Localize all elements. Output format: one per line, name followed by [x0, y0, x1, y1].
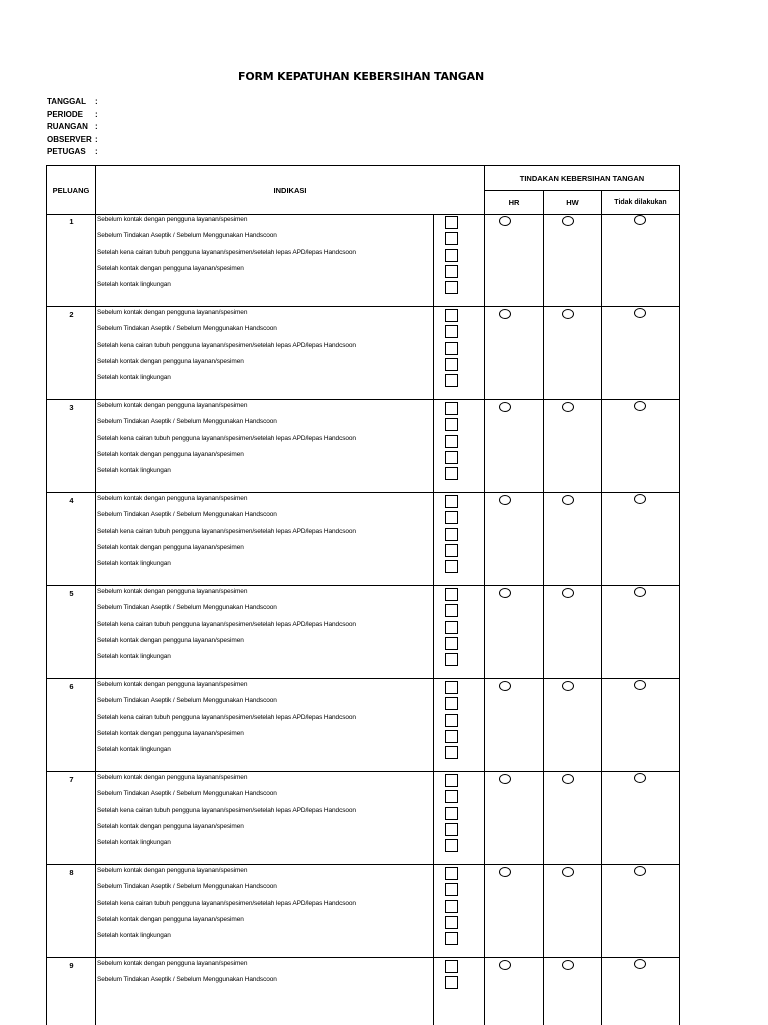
- column-divider: [484, 493, 485, 585]
- hw-option-circle[interactable]: [562, 309, 574, 319]
- indication-checkbox[interactable]: [445, 358, 458, 371]
- meta-colon: :: [95, 122, 98, 131]
- indication-checkbox[interactable]: [445, 714, 458, 727]
- tidak-dilakukan-option-circle[interactable]: [634, 773, 646, 783]
- hr-option-circle[interactable]: [499, 216, 511, 226]
- peluang-number: 1: [69, 217, 74, 226]
- meta-colon: :: [95, 109, 98, 119]
- column-divider: [95, 307, 96, 399]
- meta-colon: :: [95, 147, 98, 156]
- column-divider: [543, 679, 544, 771]
- indication-text: Setelah kontak lingkungan: [97, 932, 171, 940]
- peluang-number: 9: [69, 961, 74, 970]
- column-divider: [543, 214, 544, 306]
- hw-option-circle[interactable]: [562, 495, 574, 505]
- indication-text: Sebelum kontak dengan pengguna layanan/spesimen: [97, 681, 248, 688]
- hw-option-circle[interactable]: [562, 867, 574, 877]
- peluang-number: 7: [69, 775, 74, 784]
- indication-checkbox[interactable]: [445, 560, 458, 573]
- indication-text: Sebelum Tindakan Aseptik / Sebelum Menggunakan Handscoon: [97, 976, 277, 984]
- indication-text: Setelah kontak dengan pengguna layanan/spesimen: [97, 729, 244, 737]
- indication-checkbox[interactable]: [445, 681, 458, 694]
- tidak-dilakukan-option-circle[interactable]: [634, 587, 646, 597]
- indication-checkbox[interactable]: [445, 435, 458, 448]
- indication-checkbox[interactable]: [445, 932, 458, 945]
- column-divider: [95, 400, 96, 492]
- hr-option-circle[interactable]: [499, 495, 511, 505]
- column-divider: [433, 400, 434, 492]
- indication-checkbox[interactable]: [445, 823, 458, 836]
- table-row: [46, 772, 680, 865]
- indication-checkbox[interactable]: [445, 511, 458, 524]
- hw-option-circle[interactable]: [562, 960, 574, 970]
- column-divider: [433, 772, 434, 864]
- table-row: [46, 400, 680, 493]
- indication-checkbox[interactable]: [445, 976, 458, 989]
- column-divider: [484, 400, 485, 492]
- indication-text: Sebelum Tindakan Aseptik / Sebelum Menggunakan Handscoon: [97, 418, 277, 426]
- indication-checkbox[interactable]: [445, 374, 458, 387]
- indication-text: Sebelum kontak dengan pengguna layanan/spesimen: [97, 588, 248, 595]
- indication-checkbox[interactable]: [445, 774, 458, 787]
- hr-option-circle[interactable]: [499, 774, 511, 784]
- column-divider: [484, 586, 485, 678]
- hr-option-circle[interactable]: [499, 960, 511, 970]
- compliance-table: [46, 165, 680, 1025]
- indication-checkbox[interactable]: [445, 544, 458, 557]
- column-divider: [543, 586, 544, 678]
- column-divider: [543, 493, 544, 585]
- column-divider: [484, 958, 485, 1025]
- indication-checkbox[interactable]: [445, 325, 458, 338]
- indication-checkbox[interactable]: [445, 604, 458, 617]
- indication-text: Setelah kontak dengan pengguna layanan/spesimen: [97, 915, 244, 923]
- indication-text: Sebelum Tindakan Aseptik / Sebelum Menggunakan Handscoon: [97, 604, 277, 612]
- tidak-dilakukan-option-circle[interactable]: [634, 680, 646, 690]
- column-divider: [484, 679, 485, 771]
- column-divider: [433, 214, 434, 306]
- meta-row-observer: [47, 134, 101, 147]
- table-row: [46, 865, 680, 958]
- indication-text: Setelah kontak dengan pengguna layanan/spesimen: [97, 822, 244, 830]
- column-divider: [433, 865, 434, 957]
- indication-text: Sebelum kontak dengan pengguna layanan/spesimen: [97, 960, 248, 967]
- indication-text: Setelah kena cairan tubuh pengguna layanan/spesimen/setelah lepas APD/lepas Handcsoon: [97, 434, 356, 442]
- column-divider: [601, 400, 602, 492]
- indication-text: Setelah kontak lingkungan: [97, 653, 171, 661]
- meta-colon: :: [95, 134, 98, 144]
- indication-checkbox[interactable]: [445, 249, 458, 262]
- column-divider: [433, 586, 434, 678]
- indication-text: Sebelum Tindakan Aseptik / Sebelum Menggunakan Handscoon: [97, 790, 277, 798]
- tidak-dilakukan-option-circle[interactable]: [634, 215, 646, 225]
- meta-fields: [47, 96, 101, 159]
- indication-checkbox[interactable]: [445, 730, 458, 743]
- column-divider: [601, 493, 602, 585]
- hr-option-circle[interactable]: [499, 309, 511, 319]
- table-row: [46, 958, 680, 1025]
- indication-checkbox[interactable]: [445, 883, 458, 896]
- indication-list: [97, 401, 356, 482]
- tidak-dilakukan-option-circle[interactable]: [634, 401, 646, 411]
- indication-text: Setelah kena cairan tubuh pengguna layanan/spesimen/setelah lepas APD/lepas Handcsoon: [97, 806, 356, 814]
- indication-checkbox[interactable]: [445, 790, 458, 803]
- peluang-number: 8: [69, 868, 74, 877]
- tidak-dilakukan-option-circle[interactable]: [634, 308, 646, 318]
- column-divider: [433, 307, 434, 399]
- peluang-number: 6: [69, 682, 74, 691]
- indication-text: Setelah kontak dengan pengguna layanan/spesimen: [97, 450, 244, 458]
- indication-text: Sebelum kontak dengan pengguna layanan/spesimen: [97, 309, 248, 316]
- column-divider: [601, 772, 602, 864]
- hw-option-circle[interactable]: [562, 588, 574, 598]
- column-divider: [543, 865, 544, 957]
- column-divider: [95, 493, 96, 585]
- indication-text: Sebelum Tindakan Aseptik / Sebelum Menggunakan Handscoon: [97, 697, 277, 705]
- hw-option-circle[interactable]: [562, 681, 574, 691]
- peluang-number: 2: [69, 310, 74, 319]
- tidak-dilakukan-option-circle[interactable]: [634, 959, 646, 969]
- indication-checkbox[interactable]: [445, 216, 458, 229]
- hr-option-circle[interactable]: [499, 867, 511, 877]
- hw-option-circle[interactable]: [562, 402, 574, 412]
- indication-text: Setelah kontak lingkungan: [97, 746, 171, 754]
- indication-text: Setelah kontak lingkungan: [97, 281, 171, 289]
- indication-text: Sebelum Tindakan Aseptik / Sebelum Menggunakan Handscoon: [97, 325, 277, 333]
- column-divider: [484, 865, 485, 957]
- meta-row-tanggal: [47, 96, 101, 109]
- indication-checkbox[interactable]: [445, 746, 458, 759]
- indication-text: Setelah kontak lingkungan: [97, 839, 171, 847]
- indication-text: Setelah kontak dengan pengguna layanan/spesimen: [97, 264, 244, 272]
- indication-text: Sebelum kontak dengan pengguna layanan/spesimen: [97, 216, 248, 223]
- form-title: FORM KEPATUHAN KEBERSIHAN TANGAN: [238, 70, 484, 83]
- indication-list: [97, 773, 356, 854]
- indication-text: Sebelum kontak dengan pengguna layanan/spesimen: [97, 495, 248, 502]
- indication-list: [97, 494, 356, 575]
- indication-checkbox[interactable]: [445, 697, 458, 710]
- meta-label: OBSERVER: [47, 134, 92, 144]
- header-hr: HR: [484, 190, 544, 215]
- indication-checkbox[interactable]: [445, 309, 458, 322]
- hr-option-circle[interactable]: [499, 402, 511, 412]
- table-row: [46, 307, 680, 400]
- meta-row-periode: [47, 109, 101, 122]
- column-divider: [601, 307, 602, 399]
- indication-checkbox[interactable]: [445, 867, 458, 880]
- column-divider: [433, 493, 434, 585]
- indication-text: Setelah kontak dengan pengguna layanan/spesimen: [97, 543, 244, 551]
- indication-checkbox[interactable]: [445, 653, 458, 666]
- column-divider: [95, 586, 96, 678]
- indication-checkbox[interactable]: [445, 232, 458, 245]
- indication-checkbox[interactable]: [445, 637, 458, 650]
- column-divider: [543, 772, 544, 864]
- header-tidak-dilakukan: Tidak dilakukan: [601, 190, 680, 215]
- indication-checkbox[interactable]: [445, 342, 458, 355]
- column-divider: [95, 679, 96, 771]
- indication-text: Sebelum kontak dengan pengguna layanan/spesimen: [97, 867, 248, 874]
- tidak-dilakukan-option-circle[interactable]: [634, 866, 646, 876]
- indication-text: Setelah kontak lingkungan: [97, 467, 171, 475]
- indication-text: Setelah kontak lingkungan: [97, 560, 171, 568]
- column-divider: [484, 772, 485, 864]
- indication-checkbox[interactable]: [445, 807, 458, 820]
- indication-checkbox[interactable]: [445, 281, 458, 294]
- indication-text: Sebelum kontak dengan pengguna layanan/spesimen: [97, 402, 248, 409]
- peluang-number: 3: [69, 403, 74, 412]
- meta-row-ruangan: [47, 121, 101, 134]
- header-tindakan: TINDAKAN KEBERSIHAN TANGAN: [484, 165, 680, 191]
- meta-colon: :: [95, 97, 98, 106]
- peluang-number: 5: [69, 589, 74, 598]
- indication-text: Setelah kena cairan tubuh pengguna layanan/spesimen/setelah lepas APD/lepas Handcsoon: [97, 899, 356, 907]
- table-row: [46, 214, 680, 307]
- indication-checkbox[interactable]: [445, 265, 458, 278]
- indication-text: Setelah kontak lingkungan: [97, 374, 171, 382]
- header-hw: HW: [543, 190, 602, 215]
- indication-list: [97, 215, 356, 296]
- indication-list: [97, 680, 356, 761]
- meta-row-petugas: [47, 146, 101, 159]
- indication-text: Setelah kontak dengan pengguna layanan/spesimen: [97, 357, 244, 365]
- column-divider: [601, 865, 602, 957]
- column-divider: [601, 214, 602, 306]
- indication-checkbox[interactable]: [445, 839, 458, 852]
- hw-option-circle[interactable]: [562, 774, 574, 784]
- meta-label: PERIODE: [47, 109, 84, 119]
- indication-checkbox[interactable]: [445, 900, 458, 913]
- header-indikasi: INDIKASI: [95, 165, 485, 215]
- column-divider: [601, 958, 602, 1025]
- indication-checkbox[interactable]: [445, 588, 458, 601]
- column-divider: [484, 214, 485, 306]
- tidak-dilakukan-option-circle[interactable]: [634, 494, 646, 504]
- indication-text: Setelah kontak dengan pengguna layanan/spesimen: [97, 636, 244, 644]
- hr-option-circle[interactable]: [499, 588, 511, 598]
- indication-text: Setelah kena cairan tubuh pengguna layanan/spesimen/setelah lepas APD/lepas Handcsoon: [97, 248, 356, 256]
- meta-label: RUANGAN: [47, 122, 88, 131]
- peluang-number: 4: [69, 496, 74, 505]
- meta-label: TANGGAL: [47, 97, 86, 106]
- indication-text: Setelah kena cairan tubuh pengguna layanan/spesimen/setelah lepas APD/lepas Handcsoon: [97, 527, 356, 535]
- indication-text: Setelah kena cairan tubuh pengguna layanan/spesimen/setelah lepas APD/lepas Handcsoon: [97, 341, 356, 349]
- column-divider: [543, 400, 544, 492]
- column-divider: [601, 586, 602, 678]
- hr-option-circle[interactable]: [499, 681, 511, 691]
- indication-checkbox[interactable]: [445, 467, 458, 480]
- column-divider: [95, 865, 96, 957]
- header-peluang: PELUANG: [46, 165, 96, 215]
- column-divider: [484, 307, 485, 399]
- indication-checkbox[interactable]: [445, 960, 458, 973]
- indication-text: Sebelum Tindakan Aseptik / Sebelum Menggunakan Handscoon: [97, 511, 277, 519]
- indication-list: [97, 866, 356, 947]
- column-divider: [95, 214, 96, 306]
- indication-checkbox[interactable]: [445, 418, 458, 431]
- indication-checkbox[interactable]: [445, 495, 458, 508]
- indication-text: Sebelum Tindakan Aseptik / Sebelum Menggunakan Handscoon: [97, 232, 277, 240]
- indication-list: [97, 587, 356, 668]
- indication-text: Sebelum Tindakan Aseptik / Sebelum Menggunakan Handscoon: [97, 883, 277, 891]
- table-row: [46, 493, 680, 586]
- indication-checkbox[interactable]: [445, 916, 458, 929]
- indication-checkbox[interactable]: [445, 621, 458, 634]
- column-divider: [433, 958, 434, 1025]
- table-row: [46, 679, 680, 772]
- indication-checkbox[interactable]: [445, 402, 458, 415]
- indication-text: Sebelum kontak dengan pengguna layanan/spesimen: [97, 774, 248, 781]
- column-divider: [543, 958, 544, 1025]
- indication-list: [97, 308, 356, 389]
- column-divider: [433, 679, 434, 771]
- meta-label: PETUGAS: [47, 147, 86, 156]
- indication-list: [97, 959, 277, 992]
- table-header: [46, 165, 680, 214]
- column-divider: [95, 772, 96, 864]
- column-divider: [543, 307, 544, 399]
- indication-text: Setelah kena cairan tubuh pengguna layanan/spesimen/setelah lepas APD/lepas Handcsoon: [97, 620, 356, 628]
- indication-text: Setelah kena cairan tubuh pengguna layanan/spesimen/setelah lepas APD/lepas Handcsoon: [97, 713, 356, 721]
- hw-option-circle[interactable]: [562, 216, 574, 226]
- table-row: [46, 586, 680, 679]
- column-divider: [601, 679, 602, 771]
- indication-checkbox[interactable]: [445, 451, 458, 464]
- indication-checkbox[interactable]: [445, 528, 458, 541]
